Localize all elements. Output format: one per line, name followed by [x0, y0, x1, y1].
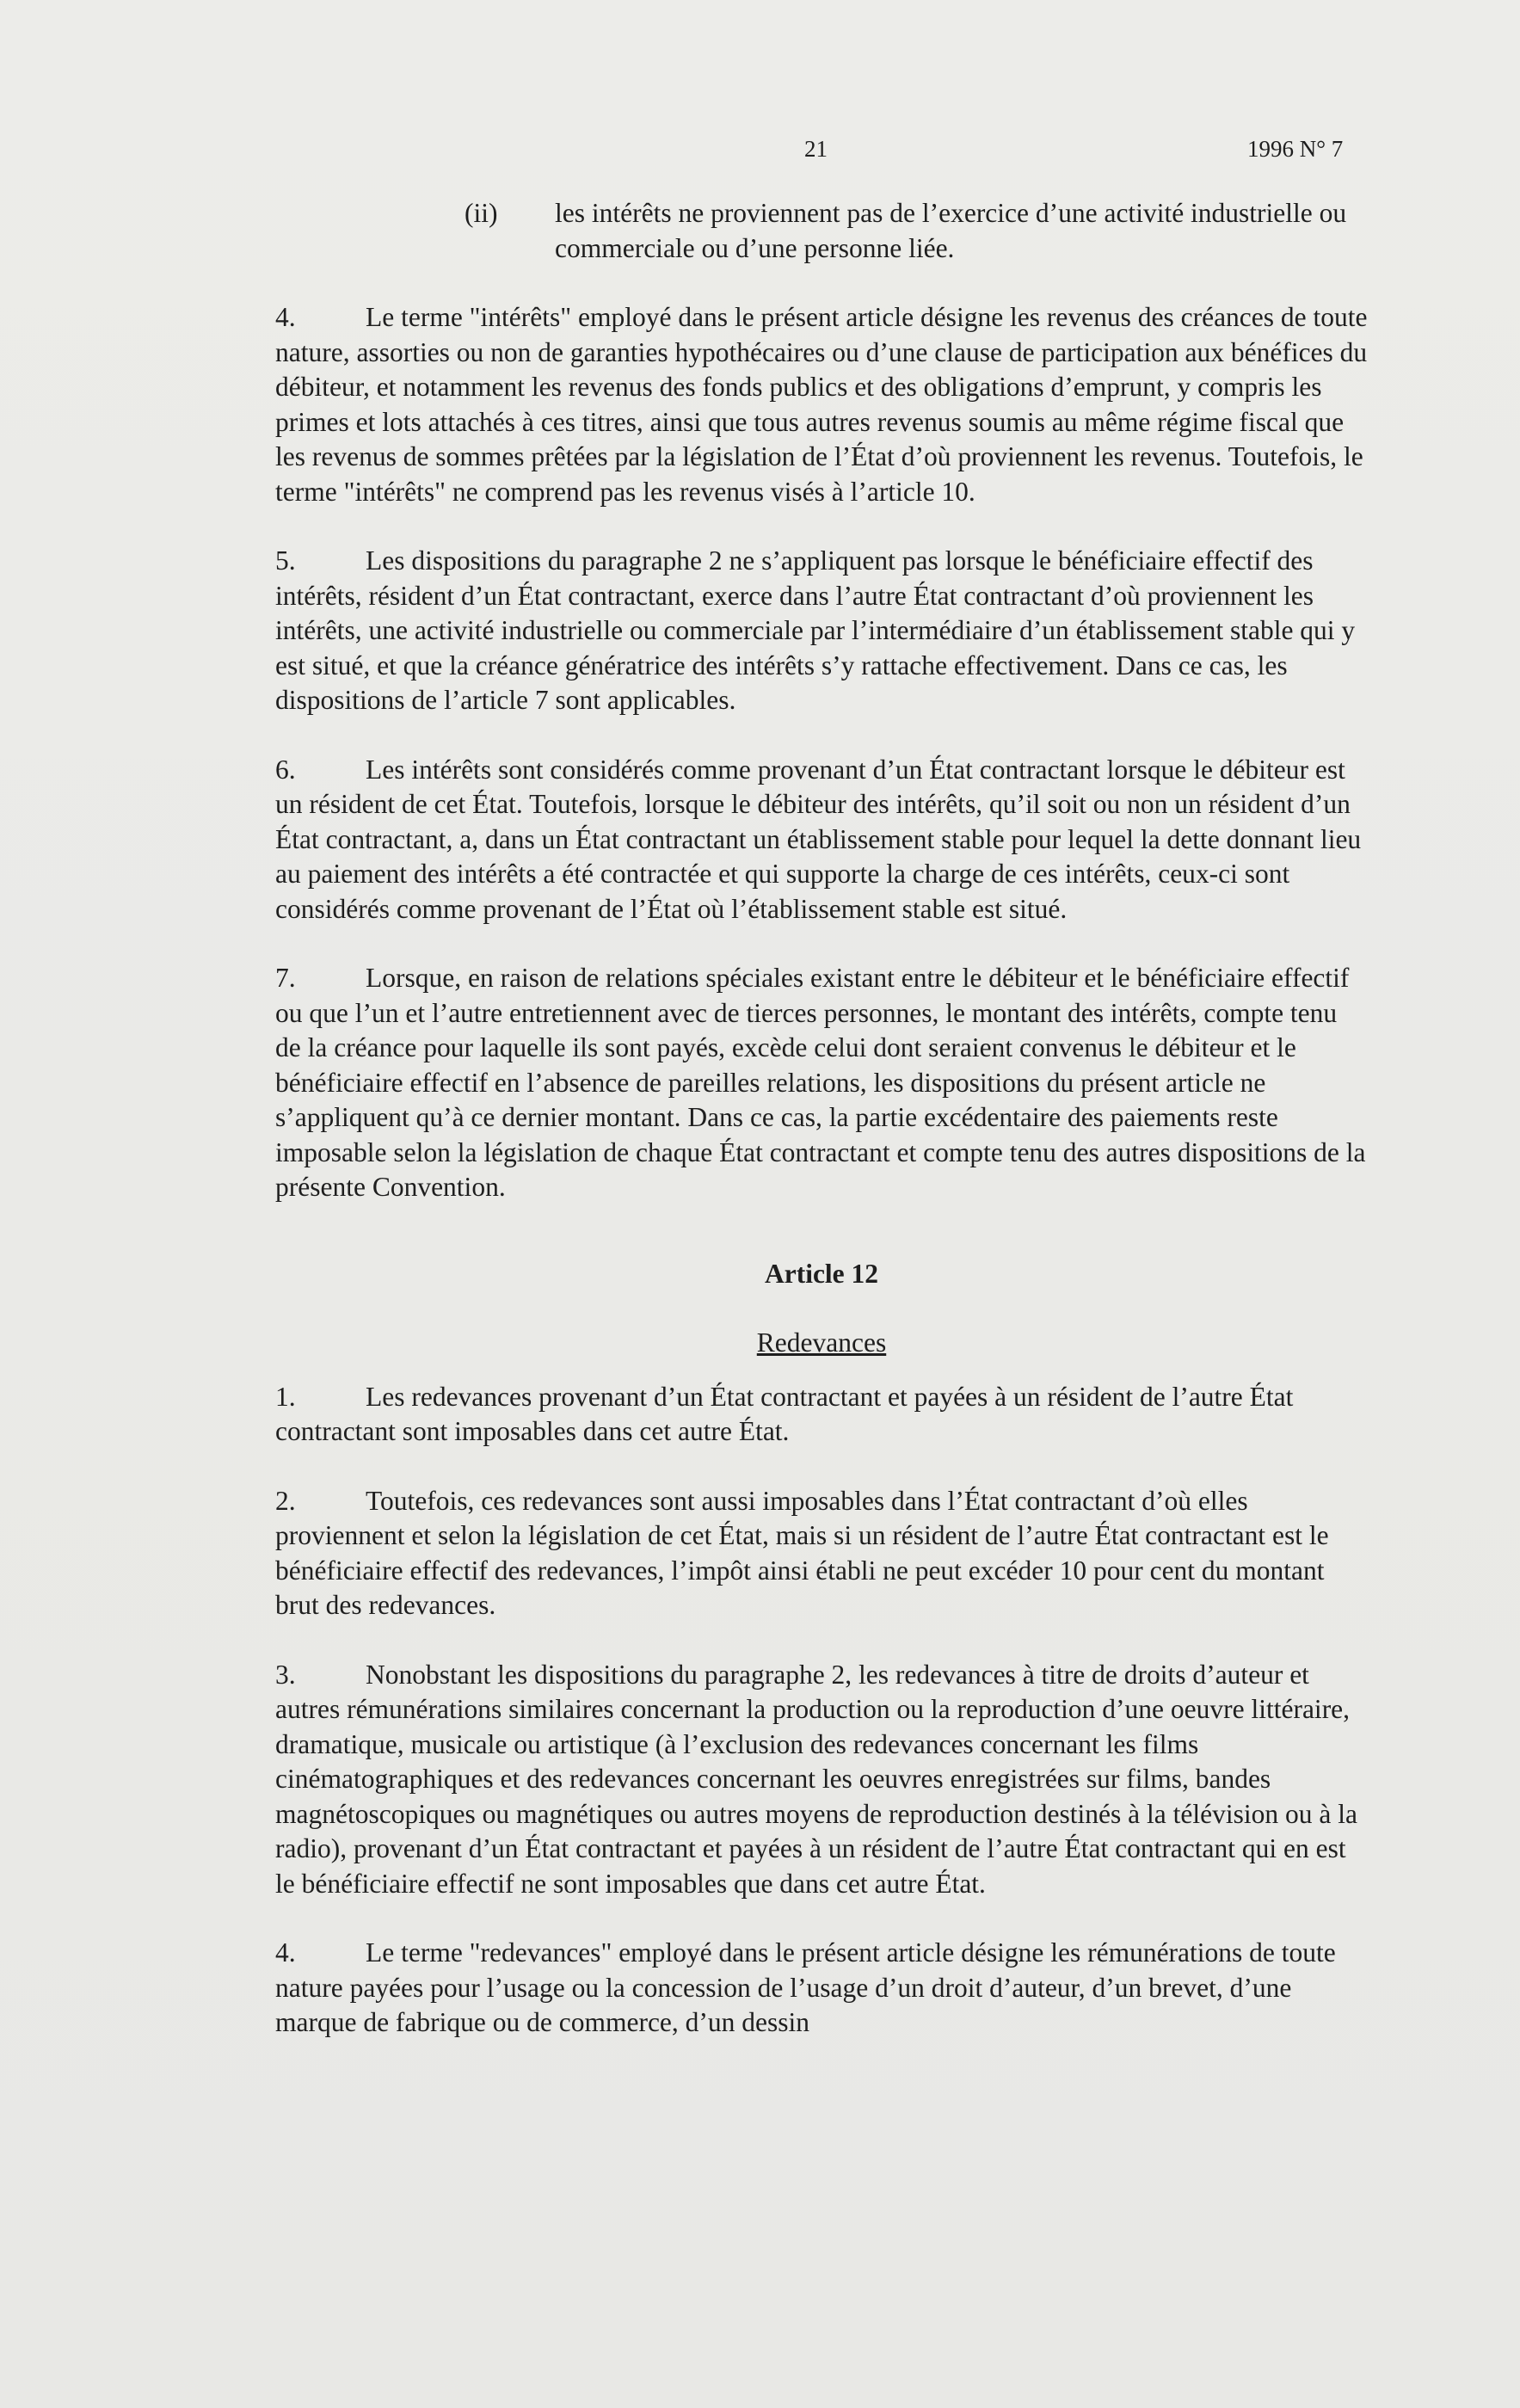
article-12-heading [275, 1257, 1368, 1361]
paragraph-text: Toutefois, ces redevances sont aussi imposables dans l’État contractant d’où elles proviennent et selon la législation de cet État, mais si un résident de l’autre État contractant est le bénéficiaire effectif des redevances, l’impôt ainsi établi ne peut excéder 10 pour cent du montant brut des redevances. [275, 1485, 1329, 1620]
article-12-paragraph-3 [275, 1658, 1368, 1902]
paragraph-text: Le terme "intérêts" employé dans le présent article désigne les revenus des créances de toute nature, assorties ou non de garanties hypothécaires ou d’une clause de participation aux bénéfices du débiteur, et notamment les revenus des fonds publics et des obligations d’emprunt, y compris les primes et lots attachés à ces titres, ainsi que tous autres revenus soumis au même régime fiscal que les revenus de sommes prêtées par la législation de l’État d’où proviennent les revenus. Toutefois, le terme "intérêts" ne comprend pas les revenus visés à l’article 10. [275, 302, 1368, 507]
paragraph-text: Les intérêts sont considérés comme provenant d’un État contractant lorsque le débiteur est un résident de cet État. Toutefois, lorsque le débiteur des intérêts, qu’il soit ou non un résident d’un État contractant, a, dans un État contractant un établissement stable pour lequel la dette donnant lieu au paiement des intérêts a été contractée et qui supporte la charge de ces intérêts, ceux-ci sont considérés comme provenant de l’État où l’établissement stable est situé. [275, 754, 1362, 924]
journal-reference: 1996 N° 7 [1247, 136, 1344, 162]
paragraph-number: 6. [275, 754, 296, 785]
paragraph-number: 4. [275, 1937, 296, 1968]
paragraph-text: Les dispositions du paragraphe 2 ne s’appliquent pas lorsque le bénéficiaire effectif des intérêts, résident d’un État contractant, exerce dans l’autre État contractant d’où proviennent les intérêts, une activité industrielle ou commerciale par l’intermédiaire d’un établissement stable qui y est situé, et que la créance génératrice des intérêts s’y rattache effectivement. Dans ce cas, les dispositions de l’article 7 sont applicables. [275, 545, 1356, 715]
article-12-paragraph-4 [275, 1936, 1368, 2041]
paragraph-text: Les redevances provenant d’un État contractant et payées à un résident de l’autre État contractant sont imposables dans cet autre État. [275, 1381, 1294, 1446]
paragraph-text: Le terme "redevances" employé dans le présent article désigne les rémunérations de toute nature payées pour l’usage ou la concession de l’usage d’un droit d’auteur, d’un brevet, d’une marque de fabrique ou de commerce, d’un dessin [275, 1937, 1336, 2037]
article-12-paragraph-2 [275, 1484, 1368, 1623]
page-number: 21 [804, 136, 828, 162]
article-subtitle: Redevances [756, 1327, 887, 1358]
paragraph-number: 5. [275, 545, 296, 576]
sub-item-text: les intérêts ne proviennent pas de l’exercice d’une activité industrielle ou commerciale ou d’une personne liée. [555, 198, 1347, 263]
paragraph-number: 2. [275, 1485, 296, 1516]
article-11-paragraph-6 [275, 753, 1368, 927]
paragraph-number: 1. [275, 1381, 296, 1412]
sub-item-number: (ii) [465, 198, 498, 228]
paragraph-text: Nonobstant les dispositions du paragraphe 2, les redevances à titre de droits d’auteur et autres rémunérations similaires concernant la production ou la reproduction d’une oeuvre littéraire, dramatique, musicale ou artistique (à l’exclusion des redevances concernant les films cinématographiques et des redevances concernant les oeuvres enregistrées sur films, bandes magnétoscopiques ou magnétiques ou autres moyens de reproduction destinés à la télévision ou à la radio), provenant d’un État contractant et payées à un résident de l’autre État contractant qui en est le bénéficiaire effectif ne sont imposables que dans cet autre État. [275, 1659, 1357, 1899]
article-11-paragraph-7 [275, 961, 1368, 1205]
paragraph-number: 7. [275, 963, 296, 993]
paragraph-number: 3. [275, 1659, 296, 1690]
paragraph-text: Lorsque, en raison de relations spéciales existant entre le débiteur et le bénéficiaire effectif ou que l’un et l’autre entretiennent avec de tierces personnes, le montant des intérêts, compte tenu de la créance pour laquelle ils sont payés, excède celui dont seraient convenus le débiteur et le bénéficiaire effectif en l’absence de pareilles relations, les dispositions du présent article ne s’appliquent qu’à ce dernier montant. Dans ce cas, la partie excédentaire des paiements reste imposable selon la législation de chaque État contractant et compte tenu des autres dispositions de la présente Convention. [275, 963, 1366, 1202]
paragraph-number: 4. [275, 302, 296, 332]
article-11-paragraph-5 [275, 544, 1368, 718]
sub-item-ii [465, 196, 1368, 266]
article-12-paragraph-1 [275, 1380, 1368, 1450]
page-header [0, 136, 1520, 170]
article-11-paragraph-4 [275, 300, 1368, 509]
article-title: Article 12 [764, 1258, 879, 1289]
page-body [275, 196, 1368, 2075]
